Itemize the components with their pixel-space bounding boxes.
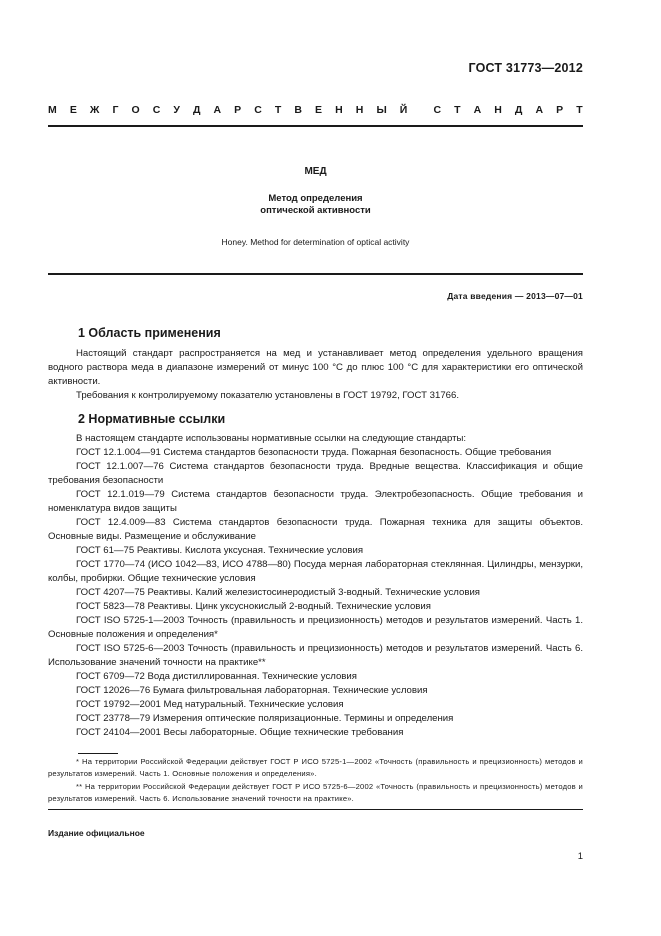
reference-item: ГОСТ 24104—2001 Весы лабораторные. Общие технические требования xyxy=(76,727,404,738)
references-intro: В настоящем стандарте использованы нормативные ссылки на следующие стандарты: xyxy=(76,433,467,444)
banner-letter: Й xyxy=(399,104,408,116)
banner-letter: Ы xyxy=(376,104,387,116)
banner-letter: Р xyxy=(556,104,564,116)
reference-item: ГОСТ ISO 5725-6—2003 Точность (правильность и прецизионность) методов и результатов измерений. Часть 6. Использование значений точности на практике** xyxy=(48,643,583,668)
reference-item: ГОСТ 12.1.019—79 Система стандартов безопасности труда. Электробезопасность. Общие требования и номенклатура видов защиты xyxy=(48,489,583,514)
reference-item: ГОСТ 19792—2001 Мед натуральный. Технические условия xyxy=(76,699,344,710)
banner-letter: О xyxy=(131,104,140,116)
footnote-1: * На территории Российской Федерации действует ГОСТ Р ИСО 5725-1—2002 «Точность (правильность и прецизионность) методов и результатов измерений. Часть 1. Основные положения и определения». xyxy=(48,757,583,778)
banner-letter: В xyxy=(294,104,302,116)
reference-item: ГОСТ ISO 5725-1—2003 Точность (правильность и прецизионность) методов и результатов измерений. Часть 1. Основные положения и определения* xyxy=(48,615,583,640)
reference-item: ГОСТ 6709—72 Вода дистиллированная. Технические условия xyxy=(76,671,357,682)
footer-rule xyxy=(48,809,583,810)
gost-number: ГОСТ 31773—2012 xyxy=(468,61,583,75)
reference-item: ГОСТ 12.1.007—76 Система стандартов безопасности труда. Вредные вещества. Классификация и общие требования безопасности xyxy=(48,461,583,486)
banner-letter: Д xyxy=(192,104,201,116)
document-subtitle xyxy=(48,193,583,217)
reference-item: ГОСТ 12.4.009—83 Система стандартов безопасности труда. Пожарная техника для защиты объектов. Основные виды. Размещение и обслуживание xyxy=(48,517,583,542)
banner-letter: С xyxy=(254,104,262,116)
subtitle-line-2: оптической активности xyxy=(260,205,371,216)
banner-letter: Т xyxy=(274,104,282,116)
section-1-paragraph-2-text: Требования к контролируемому показателю установлены в ГОСТ 19792, ГОСТ 31766. xyxy=(76,390,460,401)
reference-item: ГОСТ 4207—75 Реактивы. Калий железистосинеродистый 3-водный. Технические условия xyxy=(76,587,481,598)
reference-item: ГОСТ 23778—79 Измерения оптические поляризационные. Термины и определения xyxy=(76,713,454,724)
introduction-date: Дата введения — 2013—07—01 xyxy=(447,291,583,301)
subtitle-line-1: Метод определения xyxy=(268,193,363,204)
section-1-paragraph-1-text: Настоящий стандарт распространяется на мед и устанавливает метод определения удельного вращения водного раствора меда в диапазоне измерений от минус 100 °С до плюс 100 °С для характеристики его оптической активности. xyxy=(48,348,583,387)
banner-letter: Д xyxy=(514,104,523,116)
document-title: МЕД xyxy=(304,166,327,177)
footnote-rule xyxy=(78,753,118,754)
footnote-2: ** На территории Российской Федерации действует ГОСТ Р ИСО 5725-6—2002 «Точность (правильность и прецизионность) методов и результатов измерений. Часть 6. Использование значений точности на практике». xyxy=(48,782,583,803)
reference-item: ГОСТ 5823—78 Реактивы. Цинк уксуснокислый 2-водный. Технические условия xyxy=(76,601,431,612)
reference-item: ГОСТ 12026—76 Бумага фильтровальная лабораторная. Технические условия xyxy=(76,685,428,696)
interstate-standard-banner xyxy=(48,104,583,116)
banner-letter: С xyxy=(433,104,442,116)
banner-letter: Н xyxy=(355,104,364,116)
section-1-paragraph-1 xyxy=(48,347,583,389)
banner-letter: Г xyxy=(112,104,119,116)
banner-letter: А xyxy=(473,104,482,116)
banner-letter: Т xyxy=(576,104,583,116)
header-rule xyxy=(48,125,583,127)
banner-letter: Р xyxy=(234,104,242,116)
english-title: Honey. Method for determination of optical activity xyxy=(221,237,410,247)
banner-letter: М xyxy=(48,104,57,116)
banner-letter: С xyxy=(152,104,161,116)
page-number: 1 xyxy=(577,851,583,862)
title-rule xyxy=(48,273,583,275)
banner-letter: Ж xyxy=(89,104,100,116)
banner-letter: Е xyxy=(69,104,77,116)
banner-letter: У xyxy=(173,104,180,116)
banner-letter: Н xyxy=(494,104,502,116)
banner-letter: Т xyxy=(454,104,461,116)
banner-letter: Н xyxy=(335,104,343,116)
official-edition-label: Издание официальное xyxy=(48,828,145,838)
section-1-heading: 1 Область применения xyxy=(78,326,221,340)
section-2-heading: 2 Нормативные ссылки xyxy=(78,412,226,426)
banner-letter: Е xyxy=(315,104,323,116)
banner-letter: А xyxy=(213,104,222,116)
section-1-paragraph-2 xyxy=(48,389,583,403)
banner-letter: А xyxy=(535,104,544,116)
reference-item: ГОСТ 12.1.004—91 Система стандартов безопасности труда. Пожарная безопасность. Общие требования xyxy=(76,447,552,458)
reference-item: ГОСТ 61—75 Реактивы. Кислота уксусная. Технические условия xyxy=(76,545,364,556)
reference-item: ГОСТ 1770—74 (ИСО 1042—83, ИСО 4788—80) Посуда мерная лабораторная стеклянная. Цилиндры, мензурки, колбы, пробирки. Общие технические условия xyxy=(48,559,583,584)
normative-references-list xyxy=(48,432,583,740)
